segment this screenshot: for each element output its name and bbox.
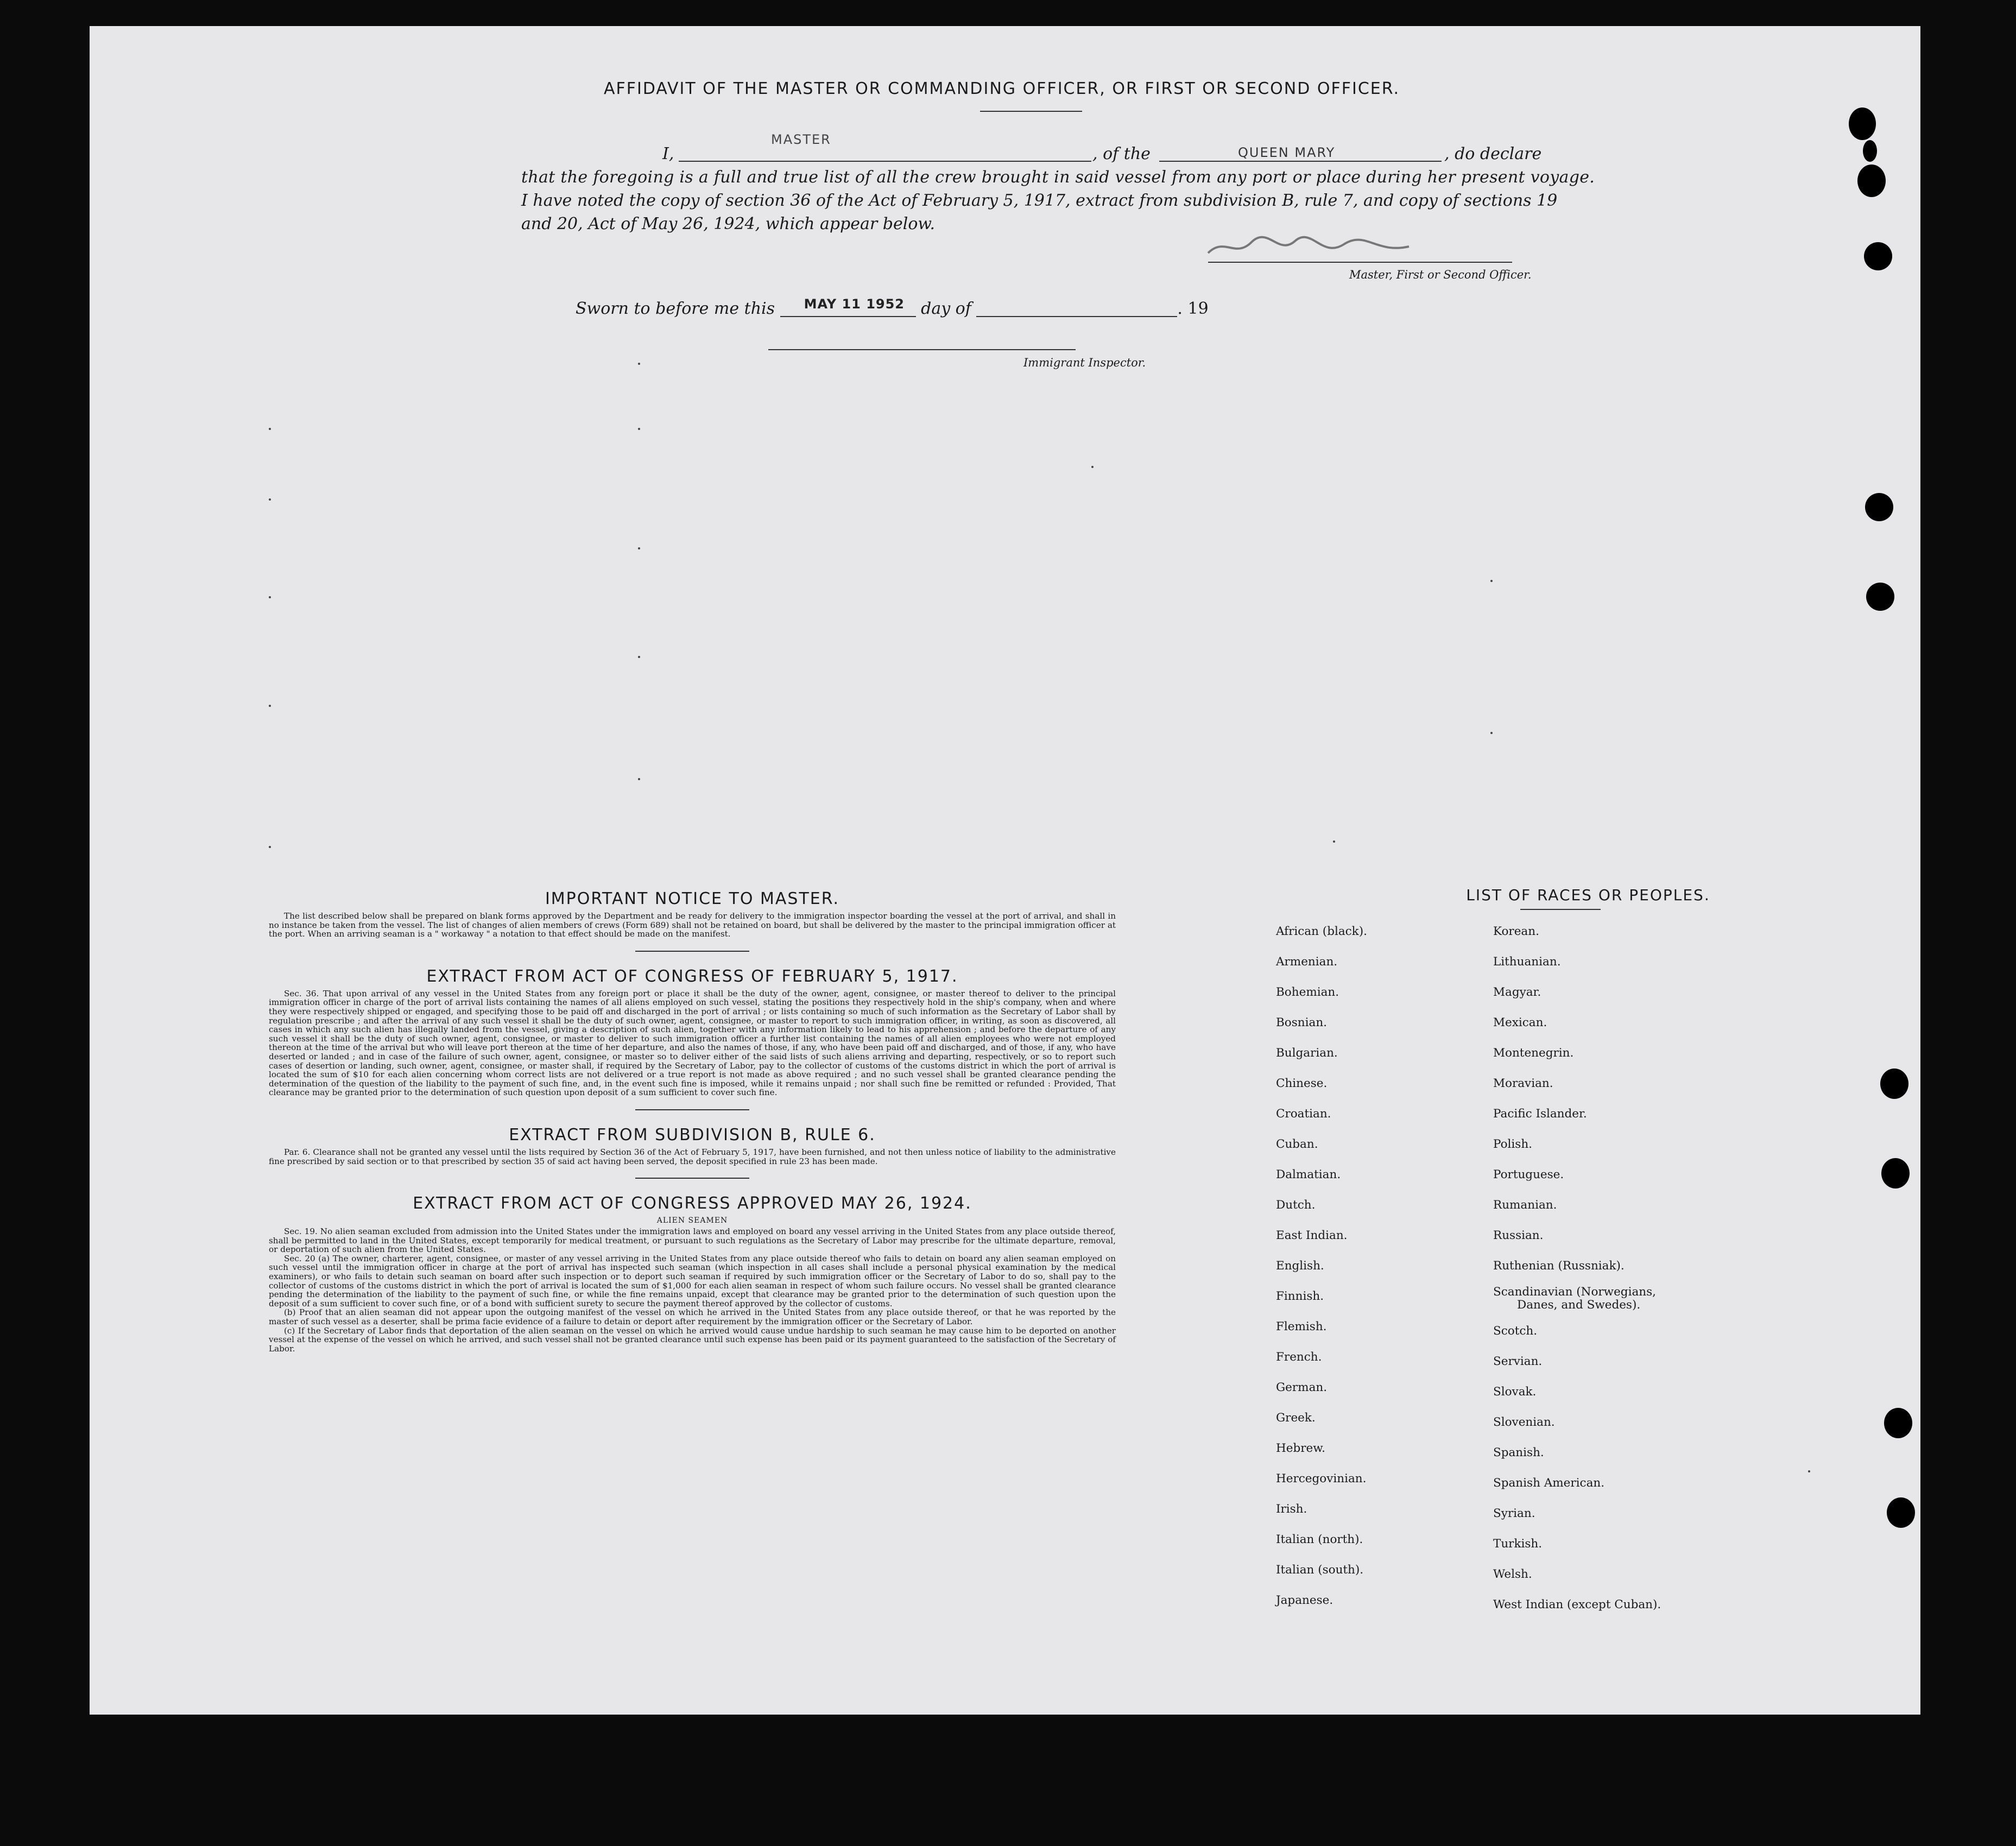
race-item: Welsh.: [1493, 1567, 1532, 1581]
extract-1917-title: EXTRACT FROM ACT OF CONGRESS OF FEBRUARY 5, 1917.: [426, 966, 958, 986]
race-item: Bosnian.: [1276, 1016, 1327, 1029]
declaration-text-3: I have noted the copy of section 36 of the Act of February 5, 1917, extract from subdivision B, rule 7, and copy of sections 19: [521, 191, 1558, 210]
binder-hole: [1881, 1158, 1910, 1188]
alien-seamen-subhead: ALIEN SEAMEN: [656, 1216, 728, 1225]
race-item: Pacific Islander.: [1493, 1107, 1587, 1121]
document-page: [90, 26, 1920, 1715]
race-item: Italian (north).: [1276, 1533, 1363, 1546]
scan-speck: [638, 428, 640, 430]
race-item: Spanish.: [1493, 1446, 1544, 1459]
races-title-rule: [1520, 909, 1601, 910]
race-item: French.: [1276, 1350, 1322, 1364]
scan-speck: [1333, 840, 1335, 843]
scan-speck: [638, 363, 640, 365]
sec20c-text: (c) If the Secretary of Labor finds that deportation of the alien seaman on the vessel on which he arrived would cause undue hardship to such seaman he may cause him to be deported on another vessel at the expense of the vessel on which he arrived, and such vessel shall not be granted clearance until such expense has been paid or its payment guaranteed to the satisfaction of the Secretary of Labor.: [269, 1325, 1116, 1354]
scan-speck: [269, 498, 271, 501]
sworn-line: [576, 296, 1209, 318]
scan-speck: [1808, 1470, 1810, 1472]
affidavit-title: AFFIDAVIT OF THE MASTER OR COMMANDING OFFICER, OR FIRST OR SECOND OFFICER.: [603, 79, 1400, 98]
date-stamp: MAY 11 1952: [804, 296, 905, 312]
race-item: Croatian.: [1276, 1107, 1331, 1121]
scan-speck: [269, 705, 271, 707]
separator: [635, 1109, 749, 1110]
declaration-text-4: and 20, Act of May 26, 1924, which appear below.: [521, 214, 936, 233]
race-item: Rumanian.: [1493, 1198, 1557, 1212]
legal-notices: [269, 889, 1116, 1353]
race-item: Scotch.: [1493, 1324, 1538, 1338]
race-item-continuation: Danes, and Swedes).: [1517, 1298, 1641, 1312]
separator: [635, 1178, 749, 1179]
declaration-text-2: that the foregoing is a full and true list of all the crew brought in said vessel from any port or place during her present voyage.: [521, 168, 1595, 187]
race-item: Chinese.: [1276, 1077, 1328, 1090]
name-stamp: MASTER: [771, 132, 831, 147]
binder-hole: [1864, 242, 1892, 270]
binder-hole: [1857, 165, 1886, 197]
day-of-label: day of: [921, 299, 971, 318]
race-item: Polish.: [1493, 1137, 1533, 1151]
race-item: Portuguese.: [1493, 1168, 1564, 1181]
races-title: LIST OF RACES OR PEOPLES.: [1466, 886, 1710, 904]
races-left-column: [1276, 916, 1367, 1616]
race-item: Mexican.: [1493, 1016, 1547, 1029]
race-item: German.: [1276, 1381, 1328, 1394]
declaration-line: [521, 132, 1645, 166]
race-item: English.: [1276, 1259, 1324, 1273]
scan-speck: [1490, 580, 1493, 582]
binder-hole: [1884, 1408, 1912, 1438]
race-item: Dutch.: [1276, 1198, 1316, 1212]
race-item: Italian (south).: [1276, 1563, 1364, 1577]
race-item: Armenian.: [1276, 955, 1338, 969]
race-item: Bulgarian.: [1276, 1046, 1338, 1060]
race-item: Moravian.: [1493, 1077, 1553, 1090]
race-item: African (black).: [1276, 925, 1367, 938]
race-item: Russian.: [1493, 1229, 1544, 1242]
binder-hole: [1863, 140, 1877, 162]
race-item: [1493, 1281, 1661, 1316]
signature-mark: [1203, 226, 1431, 269]
inspector-line: [768, 349, 1076, 350]
binder-hole: [1866, 583, 1894, 611]
notice-text: The list described below shall be prepared on blank forms approved by the Department and be ready for delivery to the immigration inspector boarding the vessel at the port of arrival, and shall in no instance be taken from the vessel. The list of changes of alien members of crews (Form 689) shall not be retained on board, but shall be delivered by the master to the principal immigration officer at the port. When an arriving seaman is a " workaway " a notation to that effect should be made on the manifest.: [269, 911, 1116, 939]
race-item: Dalmatian.: [1276, 1168, 1341, 1181]
race-item: Magyar.: [1493, 985, 1541, 999]
race-item: Hebrew.: [1276, 1442, 1325, 1455]
sworn-label: Sworn to before me this: [576, 299, 775, 318]
sworn-date-field: [780, 296, 916, 317]
race-item: Syrian.: [1493, 1507, 1535, 1520]
sec20a-text: Sec. 20 (a) The owner, charterer, agent, consignee, or master of any vessel arriving in the United States from any place outside thereof who fails to detain on board any alien seaman employed on such vessel until the immigration officer in charge at the port of arrival has inspected such seaman (which inspection in all cases shall include a personal physical examination by the medical examiners), or who fails to detain such seaman on board after such inspection or to deport such seaman if required by such immigration officer or the Secretary of Labor to do so, shall pay to the collector of customs of the customs district in which the port of arrival is located the sum of $1,000 for each alien seaman in respect of whom such failure occurs. No vessel shall be granted clearance pending the determination of the liability to the payment of such fine, or while the fine remains unpaid, except that clearance may be granted prior to the determination of such question upon the deposit of a sum sufficient to cover such fine, or of a bond with sufficient surety to secure the payment thereof approved by the collector of customs.: [269, 1253, 1116, 1308]
race-item: Greek.: [1276, 1411, 1316, 1425]
binder-hole: [1887, 1497, 1915, 1528]
scan-speck: [269, 846, 271, 848]
sec20b-text: (b) Proof that an alien seaman did not appear upon the outgoing manifest of the vessel on which he arrived in the United States from any place outside thereof, or that he was reported by the master of such vessel as a deserter, shall be prima facie evidence of a failure to detain or deport after requirement by the immigration officer or the Secretary of Labor.: [269, 1307, 1116, 1327]
race-item: Hercegovinian.: [1276, 1472, 1367, 1485]
race-item: Ruthenian (Russniak).: [1493, 1259, 1625, 1273]
scan-speck: [1091, 466, 1094, 468]
race-item: Slovenian.: [1493, 1415, 1555, 1429]
signature-line: [1208, 262, 1512, 263]
race-item: Servian.: [1493, 1355, 1543, 1368]
race-item: Bohemian.: [1276, 985, 1339, 999]
signature-title: Master, First or Second Officer.: [1349, 268, 1532, 281]
scan-speck: [269, 428, 271, 430]
sec19-text: Sec. 19. No alien seaman excluded from admission into the United States under the immigration laws and employed on board any vessel arriving in the United States from any place outside thereof, shall be permitted to land in the United States, except temporarily for medical treatment, or pursuant to such regulations as the Secretary of Labor may prescribe for the ultimate departure, removal, or deportation of such alien from the United States.: [269, 1227, 1116, 1255]
do-declare-label: , do declare: [1444, 144, 1542, 163]
scan-speck: [638, 547, 640, 549]
binder-hole: [1849, 108, 1876, 140]
race-item: West Indian (except Cuban).: [1493, 1598, 1661, 1611]
scan-speck: [269, 596, 271, 598]
binder-hole: [1880, 1069, 1908, 1099]
extract-rule6-title: EXTRACT FROM SUBDIVISION B, RULE 6.: [509, 1125, 876, 1145]
title-rule: [980, 111, 1082, 112]
of-the-label: , of the: [1092, 144, 1151, 163]
race-item: Japanese.: [1276, 1594, 1334, 1607]
month-field: [976, 300, 1177, 317]
race-item: Slovak.: [1493, 1385, 1537, 1399]
race-item: Lithuanian.: [1493, 955, 1561, 969]
race-item: Montenegrin.: [1493, 1046, 1574, 1060]
separator: [635, 951, 749, 952]
scan-speck: [638, 778, 640, 780]
race-item: Cuban.: [1276, 1137, 1318, 1151]
race-item: Finnish.: [1276, 1289, 1324, 1303]
extract-1924-title: EXTRACT FROM ACT OF CONGRESS APPROVED MAY 26, 1924.: [413, 1194, 972, 1213]
notice-title: IMPORTANT NOTICE TO MASTER.: [545, 889, 840, 908]
race-item-text: Scandinavian (Norwegians,: [1493, 1285, 1656, 1299]
i-label: I,: [662, 144, 674, 163]
races-right-column: [1493, 916, 1661, 1620]
affidavit-body: [521, 132, 1645, 236]
race-item: Turkish.: [1493, 1537, 1543, 1551]
race-item: Spanish American.: [1493, 1476, 1605, 1490]
extract-rule6-text: Par. 6. Clearance shall not be granted any vessel until the lists required by Section 36 of the Act of February 5, 1917, have been furnished, and not then unless notice of liability to the administrative fine prescribed by said section or to that prescribed by section 35 of said act having been served, the deposit specified in rule 23 has been made.: [269, 1147, 1116, 1166]
year-label: . 19: [1177, 299, 1209, 318]
vessel-stamp: QUEEN MARY: [1238, 145, 1336, 160]
race-item: Korean.: [1493, 925, 1539, 938]
scan-speck: [638, 656, 640, 658]
extract-1917-text: Sec. 36. That upon arrival of any vessel in the United States from any foreign port or place it shall be the duty of the owner, agent, consignee, or master thereof to deliver to the principal immigration officer in charge of the port of arrival lists containing the names of all aliens employed on such vessel, stating the positions they respectively hold in the ship's company, when and where they were respectively shipped or engaged, and specifying those to be paid off and discharged in the port of arrival ; or lists containing so much of such information as the Secretary of Labor shall by regulation prescribe ; and after the arrival of any such vessel it shall be the duty of such owner, agent, consignee, or master to report to such immigration officer, in writing, as soon as discovered, all cases in which any such alien has illegally landed from the vessel, giving a description of such alien, together with any information likely to lead to his apprehension ; and before the departure of any such vessel it shall be the duty of such owner, agent, consignee, or master to deliver to such immigration officer a further list containing the names of all alien employees who were not employed thereon at the time of the arrival but who will leave port thereon at the time of her departure, and also the names of those, if any, who have been paid off and discharged, and of those, if any, who have deserted or landed ; and in case of the failure of such owner, agent, consignee, or master so to deliver either of the said lists of such aliens arriving and departing, respectively, or so to report such cases of desertion or landing, such owner, agent, consignee, or master shall, if required by the Secretary of Labor, pay to the collector of customs of the customs district in which the port of arrival is located the sum of $10 for each alien concerning whom correct lists are not delivered or a true report is not made as above required ; and no such vessel shall be granted clearance pending the determination of the question of the liability to the payment of such fine, and, in the event such fine is imposed, while it remains unpaid ; nor shall such fine be remitted or refunded : Provided, That clearance may be granted prior to the determination of such question upon deposit of a sum sufficient to cover such fine.: [269, 988, 1116, 1098]
race-item: Irish.: [1276, 1502, 1307, 1516]
race-item: Flemish.: [1276, 1320, 1327, 1333]
binder-hole: [1865, 493, 1893, 521]
inspector-title: Immigrant Inspector.: [1023, 356, 1146, 369]
race-item: East Indian.: [1276, 1229, 1348, 1242]
name-field: [679, 142, 1091, 162]
scan-speck: [1490, 732, 1493, 734]
